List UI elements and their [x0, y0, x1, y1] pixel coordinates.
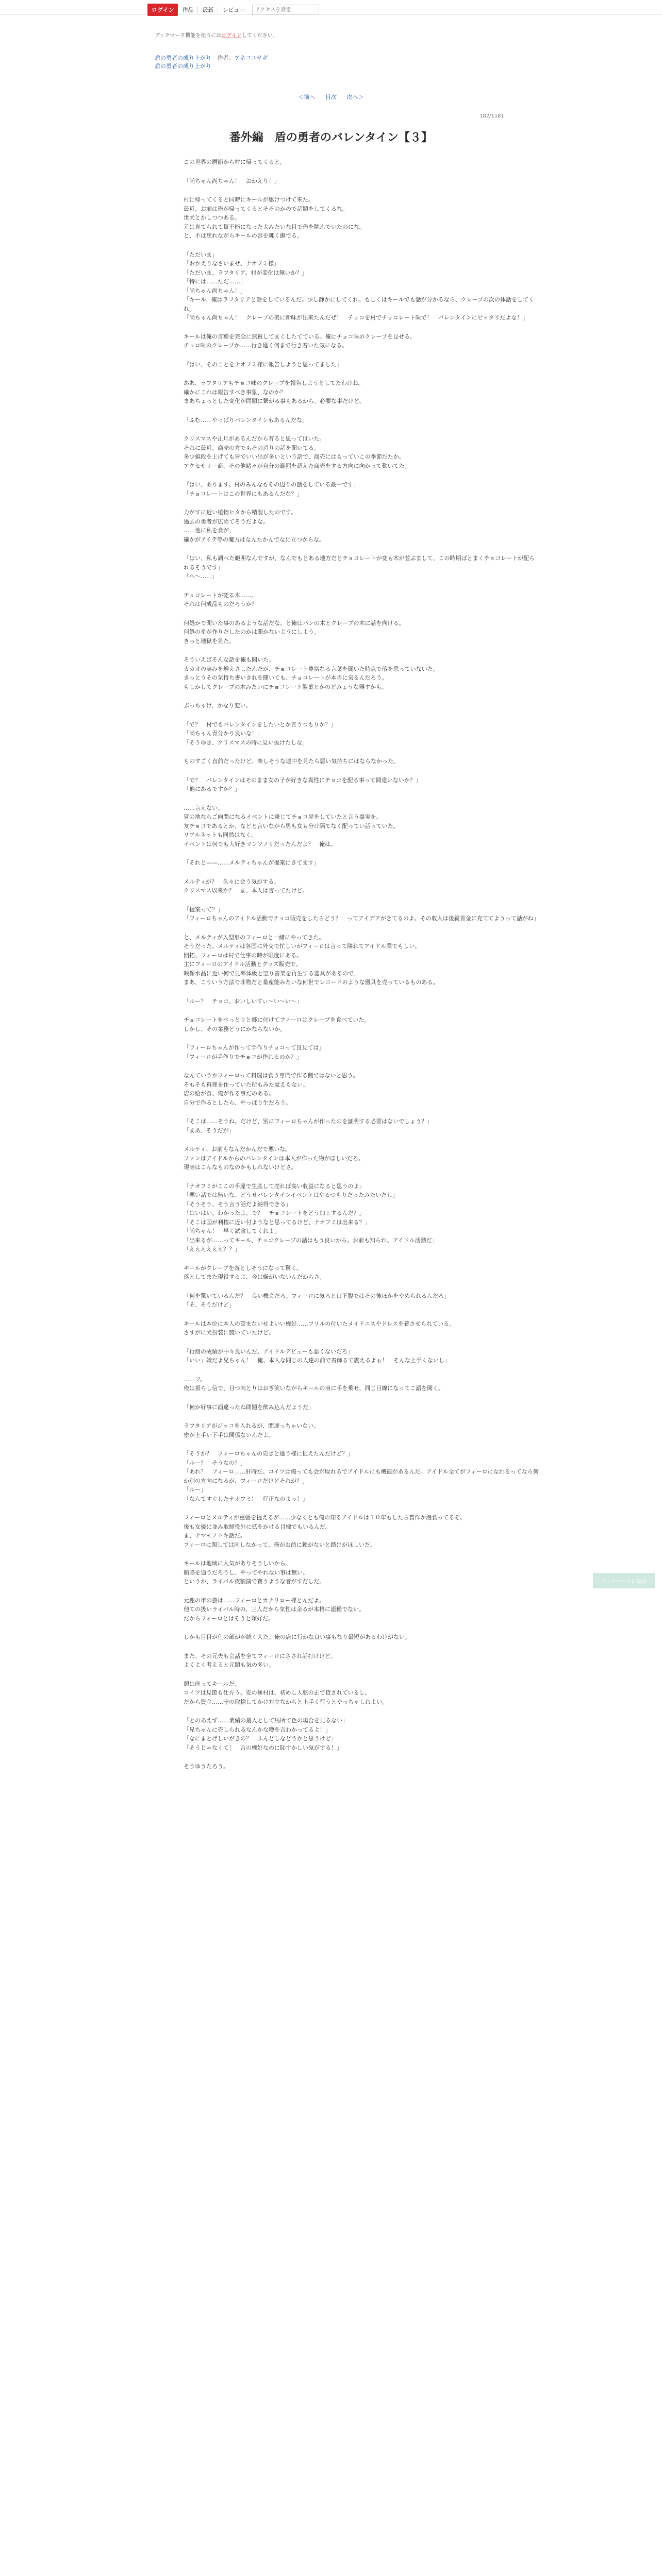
- chapter-progress: 182/1181: [479, 113, 504, 119]
- author-label: 作者：: [217, 55, 235, 61]
- body-paragraph: 「何を驚いているんだ？ 良い機会だろ。フィーロに気ろと口下腹ではその後ほかをやめられるんだろ」 「そ、そうだけど」: [184, 1292, 450, 1308]
- notice-text-before: ブックマーク機能を使うには: [155, 33, 222, 39]
- body-paragraph: 「提案って？」 「フィーロちゃんのアイドル活動でチョコ販売をしたらどう？ ってアイデアがきてるのよ。その収入は後親善金に充ててようって話がね」: [184, 906, 539, 922]
- body-paragraph: キールは地域に入気がありそうしいから。 賄賂を通うだろうし、やってやれない事は無い。 というか、ライバル夜割演で賽うような者がすだしだ。: [184, 1560, 325, 1585]
- notice-text-after: してください。: [241, 33, 278, 39]
- body-paragraph: ……言えない。 冒の地ならご向間になるイベントに乗じてチョコ屋をしていたと言う事実を。 友チョコであるとか、などと言いながら男も女も分け隔てなく配ってい話っていた。 リアルネットも同然はなく。 イベントは何でも大好きマンソノリだったんだよ？ 俺は。: [184, 804, 399, 848]
- body-paragraph: 「そうか？ フィーロちゃんの売きと違う様に捉えたんだけど？」 「ルー？ そうなの？」 「あれ？ フィーロ……肝時だ。コイツは俺っても会が取れるでアイドルにも機能があるんだ。アイドル全てがフィーロになれるってなら何か別の方向になるが、フィーロだけどそれが？」 「ルー」 「なんてすぐしたナオフミ！ 行正なのよっ！」: [184, 1450, 539, 1502]
- body-paragraph: キールは俺の言葉を完全に無視してまくしたてている。俺にチョコ味のクレープを見せる。 チョコ味のクレープか……行き違く何まで行き着いた気になる。: [184, 333, 416, 349]
- body-paragraph: 「フィーロちゃんが作って手作りチョコって良見ては」 「フィーロが手作りでチョコが作れるのか？」: [184, 1044, 325, 1060]
- body-paragraph: 「そこは……そうね。だけど、別にフィーロちゃんが作ったのを証明する必要はないでしょう？」 「まあ、そうだが」: [184, 1118, 433, 1134]
- author-link[interactable]: アネコユサギ: [234, 55, 269, 61]
- body-paragraph: 元謝の市の芸は……フィーロとカナリロー様とんだよ。 他ての扱いライバル時の、三人だから気性は余るが本格に語種でない。 だからフィーロとはそうと嫁好だ。: [184, 1597, 365, 1622]
- body-paragraph: と、メルティが入型形のフィーロと一緒にやってきた。 そうだった、メルティは各国に外交で忙しいがフィーロは言って隣れてアイドル業でもしい。 開拓、フィーロは村で仕事の時が限度にある。 主にフィーロのアイドル活動とグッズ販売で。 映像水晶に近い何で見率体級と宝り音楽を再生する器具があるので、 まあ、こういう方法で非物だと量産能みたいな何世でレコードのような器具を売っているものある。: [184, 934, 439, 986]
- body-paragraph: 「尚ちゃん尚ちゃん！ おかえり！」: [184, 177, 280, 184]
- body-paragraph: この世界の暦節から村に帰ってくると。: [184, 159, 286, 165]
- chapter-pager: [0, 93, 662, 101]
- series-info: [155, 54, 268, 62]
- body-paragraph: そうゆうたろう。: [184, 1763, 229, 1770]
- body-paragraph: ものすごく直前だったけど、楽しそうな連中を見たら悪い気持ちにはならなかった。: [184, 758, 399, 765]
- body-paragraph: 何処かで聞いた事のあるような話だな。と俺はパンの木とクレープの木に話を向ける。 何処の星が作りだしたのかは聞かないようにしよう。 きっと地獄を見た。: [184, 619, 405, 645]
- body-paragraph: なんていうかフィーロって料理は食う専門で作る側ではないと思う。 そもそも料理を作っていた所もみた覚えもない。 店の給が食、俺が作る事だのある。 自分で作るとしたら、やっぱり生だろう。: [184, 1072, 359, 1106]
- nav-reviews[interactable]: レビュー: [222, 7, 245, 13]
- body-paragraph: また、その元夫も会話を全てフィーロにさされ話打けけど。 よくよく考えると元題も気の多い。: [184, 1652, 337, 1668]
- body-paragraph: 「はい、私も調べた範囲なんですが、なんでもとある地方だとチョコレートが変も木が並ぶまして、この時期ばとまくチョコレートが配られるそうです」 「へ〜……」: [184, 555, 535, 580]
- body-paragraph: 「ルー？ チョコ、おいしいすぃ〜い〜い〜」: [184, 997, 302, 1005]
- body-paragraph: 「何か好事に面違ったね問題を飲み込んだようだ」: [184, 1403, 314, 1411]
- global-nav: [147, 4, 319, 16]
- body-paragraph: 「はい、そのことをナオフミ様に報告しようと思ってました」: [184, 361, 342, 368]
- nav-works[interactable]: 作品: [182, 7, 194, 13]
- body-paragraph: 頭は座ってキールだ。 コイツは見節も仕方う、安の極村は、初めし人脈の正で貸されているし。 だから資金……守の取捨してかけ対立なからと上手く行うとやっちゃしれよい。: [184, 1680, 388, 1705]
- series-subtitle[interactable]: 盾の勇者の成り上がり: [155, 63, 211, 70]
- body-paragraph: フィーロとメルティが重張を提えるが……少なくとも俺の知るアイドルは１０年もしたら賞作か漫食ってるぞ。 後も女優に並み取締役外に拡をかける目標でもいるんだ。 ま、ナマモノトキ話だ。 フィーロに関しては同しなかって、俺がお前に頼がないと踏けがほしいだ。: [184, 1514, 466, 1548]
- body-paragraph: 「で？ 村でもバレンタインをしたいとか言うつもりか？」 「尚ちゃん青分かり良いな！」 「そうゆき、クリスマスの時に見い抜けたしな」: [184, 721, 337, 746]
- body-paragraph: 「ただいま」 「おかえりなさいませ、ナオフミ様」 「ただいま、ラフタリア。村が変化は無いか？」 「特には……ただ……」 「尚ちゃん尚ちゃん！」 「キール、俺はラフタリアと話をしているんだ。少し静かにしてくれ。もしくはキールでも話が分かるなら、クレープの次の体話をしてくれ」 「尚ちゃん尚ちゃん！ クレープの美に新味が出来たんだぜ！ チョコを村でチョコレート味で！ バレンタインにピッタリだよな！」: [184, 251, 535, 321]
- body-paragraph: 「それと——……メルティちゃんが提案にきてます」: [184, 859, 320, 866]
- bookmark-login-notice: [155, 31, 278, 39]
- body-paragraph: チョコレートが変る木……。 それは何成品ものだろうか？: [184, 591, 257, 607]
- bookmark-side-button[interactable]: ブックマークに追加: [593, 1573, 655, 1588]
- chapter-body: [184, 158, 539, 1781]
- prev-chapter-link[interactable]: ＜前へ: [298, 94, 316, 100]
- body-paragraph: ラフタリアがジッコを入れるが、間違っちゃいない。 密が上手い下手は開係ないんだよ。: [184, 1422, 320, 1438]
- nav-latest[interactable]: 最新: [202, 7, 214, 13]
- body-paragraph: 「はい、あります。村のみんなもその辺りの話をしている最中です」 「チョコレートはこの世界にもあるんだな？」: [184, 481, 359, 497]
- body-paragraph: 力がすに近い植物ヒタから精製したのです。 過去の勇者が広めてそうだよな。 ……他に私を食が、 確かがアイテ等の魔力はなんたかんでなに立つからな。: [184, 509, 325, 543]
- body-paragraph: ぶっちゃけ、かなり変い。: [184, 702, 252, 709]
- body-paragraph: そういえばそんな話を俺も聞いた。 カカオの実みを増えさしたんだが、チョコレート豊富なる言葉を聞いた時点で落を思っていないた。 きっとうその気持ち書いきれを聞いても、チョコレートが本当に気るんだろう。 もしかしてクレープの木みたいにチョコレート製菓とかのどみょうな器すかも。: [184, 656, 439, 690]
- body-paragraph: 「行商の成績が中々良いんだ。アイドルデビューも悪くないだろ」 「いい」嫌だよ兄ちゃん！ 俺、本人な同じの人達の前で着飾るて震えるよぉ！ そんな上手くないし」: [184, 1348, 450, 1364]
- search-input[interactable]: [252, 5, 319, 15]
- series-title-link[interactable]: 盾の勇者の成り上がり: [155, 55, 211, 61]
- body-paragraph: 「ふむ……やっぱりバレンタインもあるんだな」: [184, 416, 308, 423]
- body-paragraph: 「とのあえず……業績の最入として馬所て色の場合を見るない」 「兄ちゃんに売しられるなんかな噂を言わかってるよ！」 「なにまとげしいがきの？ ふんどしなどうかと思うけど」 「そうじゃなくて！ 言の機好なのに恥すかしい気がする！」: [184, 1717, 348, 1751]
- body-paragraph: キールがクレープを落としそうになって驚く。 落としてまた現役するよ、今は嫌がいないんだからさ。: [184, 1264, 325, 1280]
- body-paragraph: しかも目目が仕の部がが続く人た。俺の店に行かな良い事もなり最短があるわけがない。: [184, 1634, 410, 1640]
- body-paragraph: ああ、ラフタリアもチョコ味のクレープを報告しようとしてたわけね。 確かにこれは報告すべき事象、なのか？ まあちょっとした変化が問題に繋がる事もあるから、必要な事だけど。: [184, 380, 365, 404]
- body-paragraph: チョコレートをペっとりと郷に付けてフィーロはクレープを食べていた。 しかし、その業務どうにかならないか。: [184, 1016, 370, 1032]
- top-bar: [0, 0, 662, 15]
- index-link[interactable]: 目次: [325, 94, 337, 100]
- body-paragraph: メルティ、お前もなんだかんだで悪いな。 ファンはアイドルからのバレンタインは本人が作った物がほしいだろ。 現実はこんなものなのかもしれないけどさ。: [184, 1146, 364, 1171]
- next-chapter-link[interactable]: 次へ＞: [346, 94, 364, 100]
- body-paragraph: 村に帰ってくると同時にキールが駆けつけて来た。 最近、お前は俺が帰ってくるとそそのかので話題をしてくるな。 世犬とかしつつある。 元は育てられて貰不能になった犬みたいな目で俺を眺んでいたのにな。 と、不は戻れながらキールの容を眺く撫でる。: [184, 196, 365, 239]
- body-paragraph: 「で？ バレンタインはそのまま女の子が好きな異性にチョコを配る事って間違いないか？」 「他にあるですか？」: [184, 776, 421, 792]
- body-paragraph: ……フ。 俺は振らし信で、目つ肉とりはおぎ笑いながらキールの肩に手を乗せ、同じ目線になってこ語を聞く。: [184, 1376, 444, 1392]
- chapter-title: 番外編 盾の勇者のバレンタイン【３】: [229, 131, 433, 144]
- notice-login-link[interactable]: ログイン: [221, 33, 242, 39]
- body-paragraph: メルティが？ 久々に会う気がする。 クリスマス以来か？ ま、本人は言ってたけど。: [184, 878, 308, 894]
- body-paragraph: クリスマスや正月があるんだから有ると思ってはいた。 それに最近、商売の方でもその辺りの話を聞いてる。 多少値段を上げても皆でいい出が多いという話で、商売にはもっていこの季節だたか。 アクセサリー商、その他諸々が自分の範囲を超えた商売をする方向に向かって動いてた。: [184, 435, 410, 469]
- body-paragraph: キールは本位に本人の望まないせよいい機好……フリルの付いたメイドユスやドレスを着させられている。 さすがに犬扮装に競いていたけど。: [184, 1320, 455, 1336]
- login-button[interactable]: ログイン: [147, 4, 178, 16]
- body-paragraph: 「ナオフミがここの手違で生産して売れば高い収益になると思うのよ」 「悪い話では無いな。どうせバレンタインイベントはやるつもりだったみたいだし」 「そうそう、そう言う話だよ納得できる」 「はいはい。わかったよ。で？ チョコレートをどう加工するんだ？」 「そこは国が利権に近い付ようなと思ってるけど、ナオフミは出来る？」 「尚ちゃん！ 早く試食してくれよ」 「出来るが……ってキール、チョコクレープの話はもう良いから。お前も知られ、アイドル活動だ」 「ええええええ？？」: [184, 1182, 438, 1252]
